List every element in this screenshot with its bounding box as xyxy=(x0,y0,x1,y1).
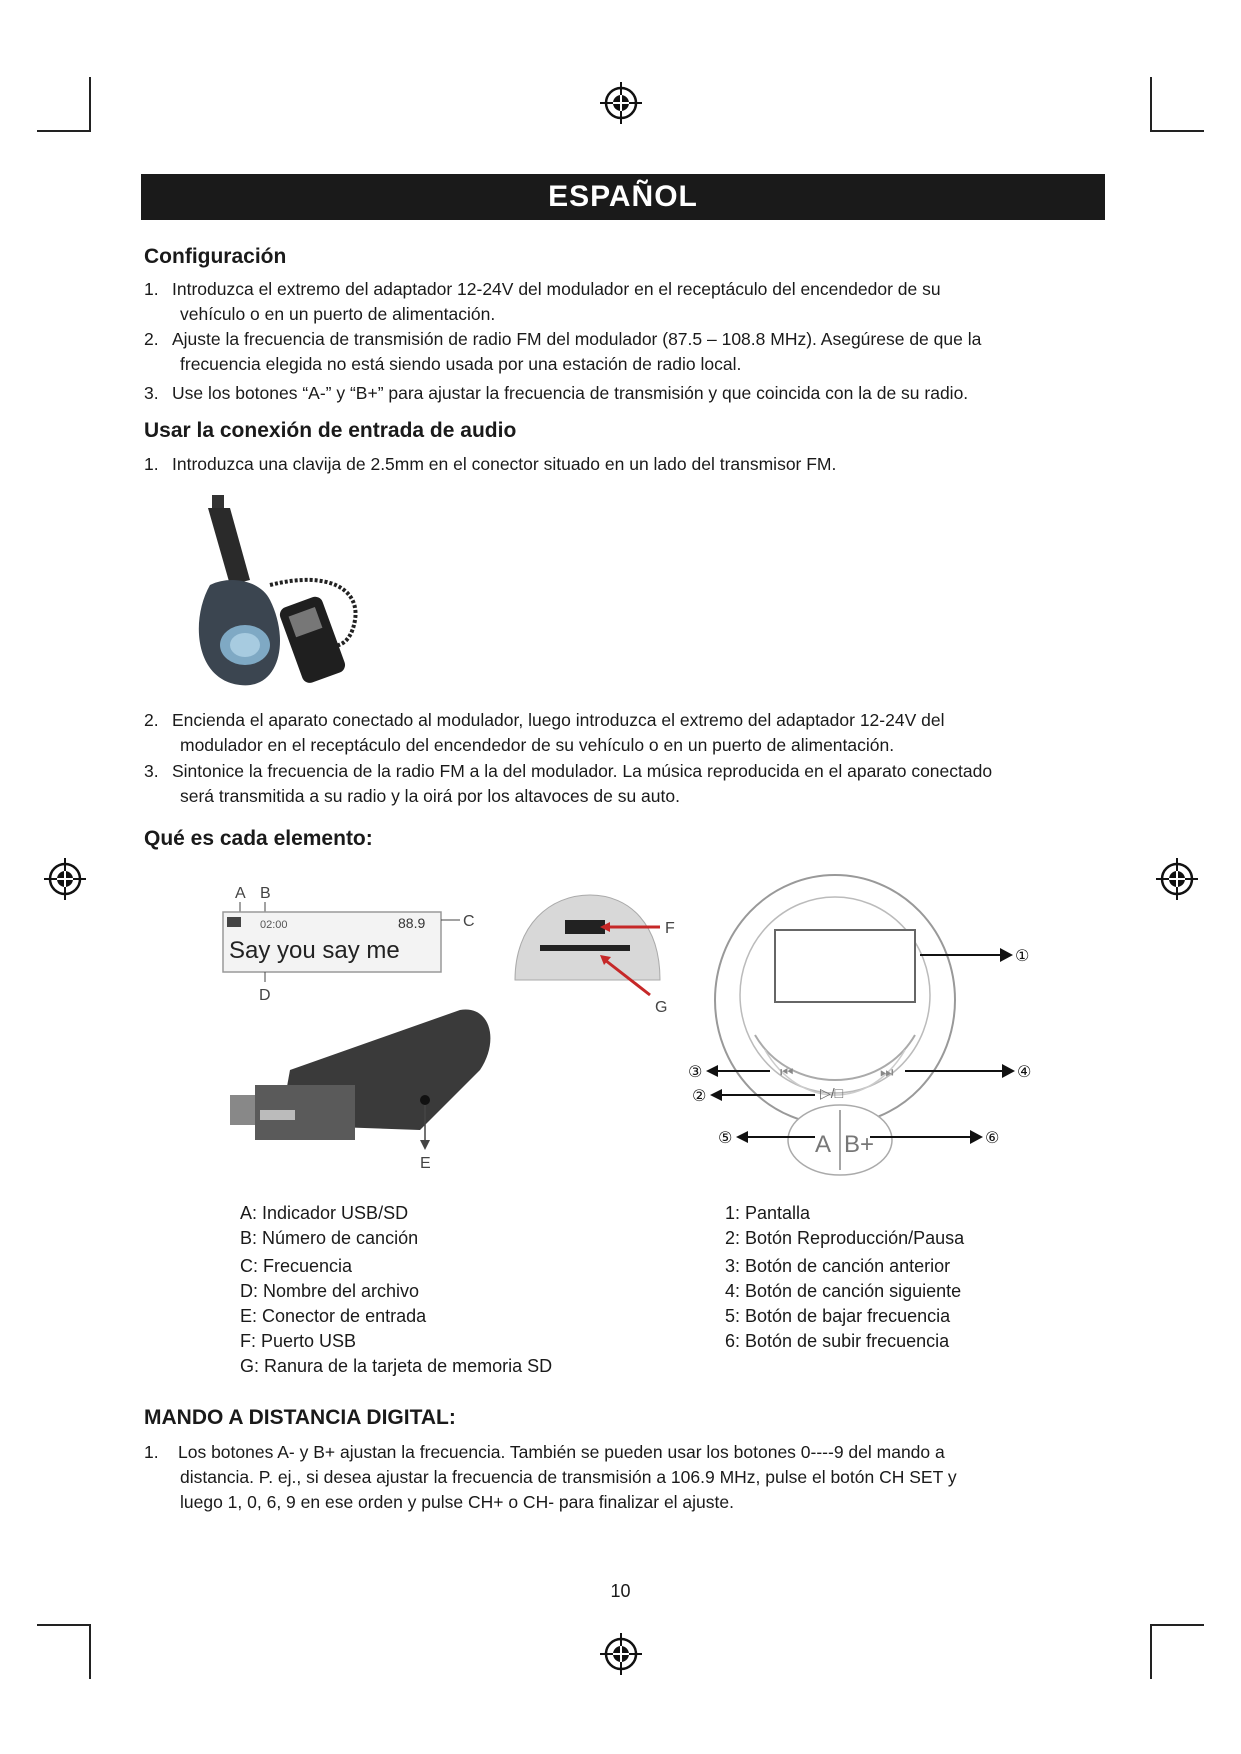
crop-mark-top-left-h xyxy=(37,130,91,132)
play-pause-button-icon: ▷/□ xyxy=(820,1085,844,1101)
remote-item-1 xyxy=(144,1440,1104,1515)
list-text: Introduzca el extremo del adaptador 12-24V del modulador en el receptáculo del encendedor de su xyxy=(172,279,941,299)
legend-right-3: 3: Botón de canción anterior xyxy=(725,1256,951,1276)
crop-mark-top-left-v xyxy=(89,77,91,132)
audio-item-1 xyxy=(144,452,1104,477)
config-item-1 xyxy=(144,277,1104,327)
fm-transmitter-with-player-image xyxy=(190,490,430,695)
legend-left-c: C: Frecuencia xyxy=(240,1256,353,1276)
crop-mark-top-right-h xyxy=(1150,130,1204,132)
lcd-time: 02:00 xyxy=(260,919,288,931)
callout-c: C xyxy=(463,913,475,930)
legend-left-f: F: Puerto USB xyxy=(240,1331,357,1351)
list-text: Introduzca una clavija de 2.5mm en el conector situado en un lado del transmisor FM. xyxy=(172,454,837,474)
remote-heading: MANDO A DISTANCIA DIGITAL: xyxy=(144,1406,456,1429)
legend-right-2: 2: Botón Reproducción/Pausa xyxy=(725,1228,965,1248)
next-button-icon: ⏭ xyxy=(880,1064,894,1081)
lcd-display-figure xyxy=(215,880,485,1010)
config-heading: Configuración xyxy=(144,245,287,268)
crop-mark-bottom-left-v xyxy=(89,1624,91,1679)
list-number: 3. xyxy=(144,383,159,403)
crop-mark-top-right-v xyxy=(1150,77,1152,132)
list-number: 2. xyxy=(144,710,159,730)
list-text: Encienda el aparato conectado al modulador, luego introduzca el extremo del adaptador 12-24V del xyxy=(172,710,945,730)
registration-mark-left-icon xyxy=(42,856,88,902)
list-text: Los botones A- y B+ ajustan la frecuencia. También se pueden usar los botones 0----9 del mando a xyxy=(178,1442,945,1462)
callout-1: ① xyxy=(1015,948,1030,965)
crop-mark-bottom-left-h xyxy=(37,1624,91,1626)
a-minus-button: A xyxy=(815,1131,832,1158)
b-plus-button: B+ xyxy=(844,1131,875,1158)
legend-left-a: A: Indicador USB/SD xyxy=(240,1203,409,1223)
page-number: 10 xyxy=(610,1581,631,1601)
legend-left-e: E: Conector de entrada xyxy=(240,1306,427,1326)
callout-6: ⑥ xyxy=(985,1130,1000,1147)
list-text-cont: modulador en el receptáculo del encendedor de su vehículo o en un puerto de alimentación. xyxy=(180,735,895,755)
front-panel-figure xyxy=(680,855,1040,1185)
registration-mark-bottom-icon xyxy=(598,1631,644,1677)
list-text-cont: distancia. P. ej., si desea ajustar la frecuencia de transmisión a 106.9 MHz, pulse el botón CH SET y xyxy=(180,1467,957,1487)
lcd-song-name: Say you say me xyxy=(229,937,400,964)
audio-item-3 xyxy=(144,759,1104,809)
list-number: 2. xyxy=(144,329,159,349)
list-text: Use los botones “A-” y “B+” para ajustar la frecuencia de transmisión y que coincida con la de su radio. xyxy=(172,383,969,403)
audio-input-heading: Usar la conexión de entrada de audio xyxy=(144,419,517,442)
list-text: Ajuste la frecuencia de transmisión de radio FM del modulador (87.5 – 108.8 MHz). Asegúrese de que la xyxy=(172,329,982,349)
prev-button-icon: ⏮ xyxy=(780,1064,794,1081)
list-number: 3. xyxy=(144,761,159,781)
legend-left-g: G: Ranura de la tarjeta de memoria SD xyxy=(240,1356,553,1376)
list-text-cont: será transmitida a su radio y la oirá por los altavoces de su auto. xyxy=(180,786,680,806)
list-number: 1. xyxy=(144,1442,159,1462)
elements-heading: Qué es cada elemento: xyxy=(144,827,373,850)
config-item-3 xyxy=(144,381,1104,406)
legend-right-1: 1: Pantalla xyxy=(725,1203,811,1223)
lcd-frequency: 88.9 xyxy=(398,915,426,931)
callout-2: ② xyxy=(692,1088,707,1105)
list-number: 1. xyxy=(144,454,159,474)
crop-mark-bottom-right-h xyxy=(1150,1624,1204,1626)
callout-4: ④ xyxy=(1017,1064,1032,1081)
callout-5: ⑤ xyxy=(718,1130,733,1147)
legend-left-d: D: Nombre del archivo xyxy=(240,1281,420,1301)
car-plug-figure xyxy=(220,1000,510,1175)
list-text-cont: vehículo o en un puerto de alimentación. xyxy=(180,304,496,324)
legend-right-5: 5: Botón de bajar frecuencia xyxy=(725,1306,951,1326)
legend-right-4: 4: Botón de canción siguiente xyxy=(725,1281,962,1301)
list-text-cont: luego 1, 0, 6, 9 en ese orden y pulse CH+ o CH- para finalizar el ajuste. xyxy=(180,1492,734,1512)
crop-mark-bottom-right-v xyxy=(1150,1624,1152,1679)
callout-a: A xyxy=(235,885,246,902)
callout-f: F xyxy=(665,920,675,937)
list-number: 1. xyxy=(144,279,159,299)
audio-item-2 xyxy=(144,708,1104,758)
list-text: Sintonice la frecuencia de la radio FM a la del modulador. La música reproducida en el aparato conectado xyxy=(172,761,993,781)
config-item-2 xyxy=(144,327,1104,377)
registration-mark-top-icon xyxy=(598,80,644,126)
callout-3: ③ xyxy=(688,1064,703,1081)
usb-sd-port-figure xyxy=(510,885,690,1025)
callout-b: B xyxy=(260,885,271,902)
callout-e: E xyxy=(420,1155,431,1172)
callout-d: D xyxy=(259,987,271,1004)
legend-left-b: B: Número de canción xyxy=(240,1228,419,1248)
registration-mark-right-icon xyxy=(1154,856,1200,902)
callout-g: G xyxy=(655,999,668,1016)
legend-right-6: 6: Botón de subir frecuencia xyxy=(725,1331,950,1351)
language-banner: ESPAÑOL xyxy=(141,174,1105,220)
list-text-cont: frecuencia elegida no está siendo usada por una estación de radio local. xyxy=(180,354,742,374)
